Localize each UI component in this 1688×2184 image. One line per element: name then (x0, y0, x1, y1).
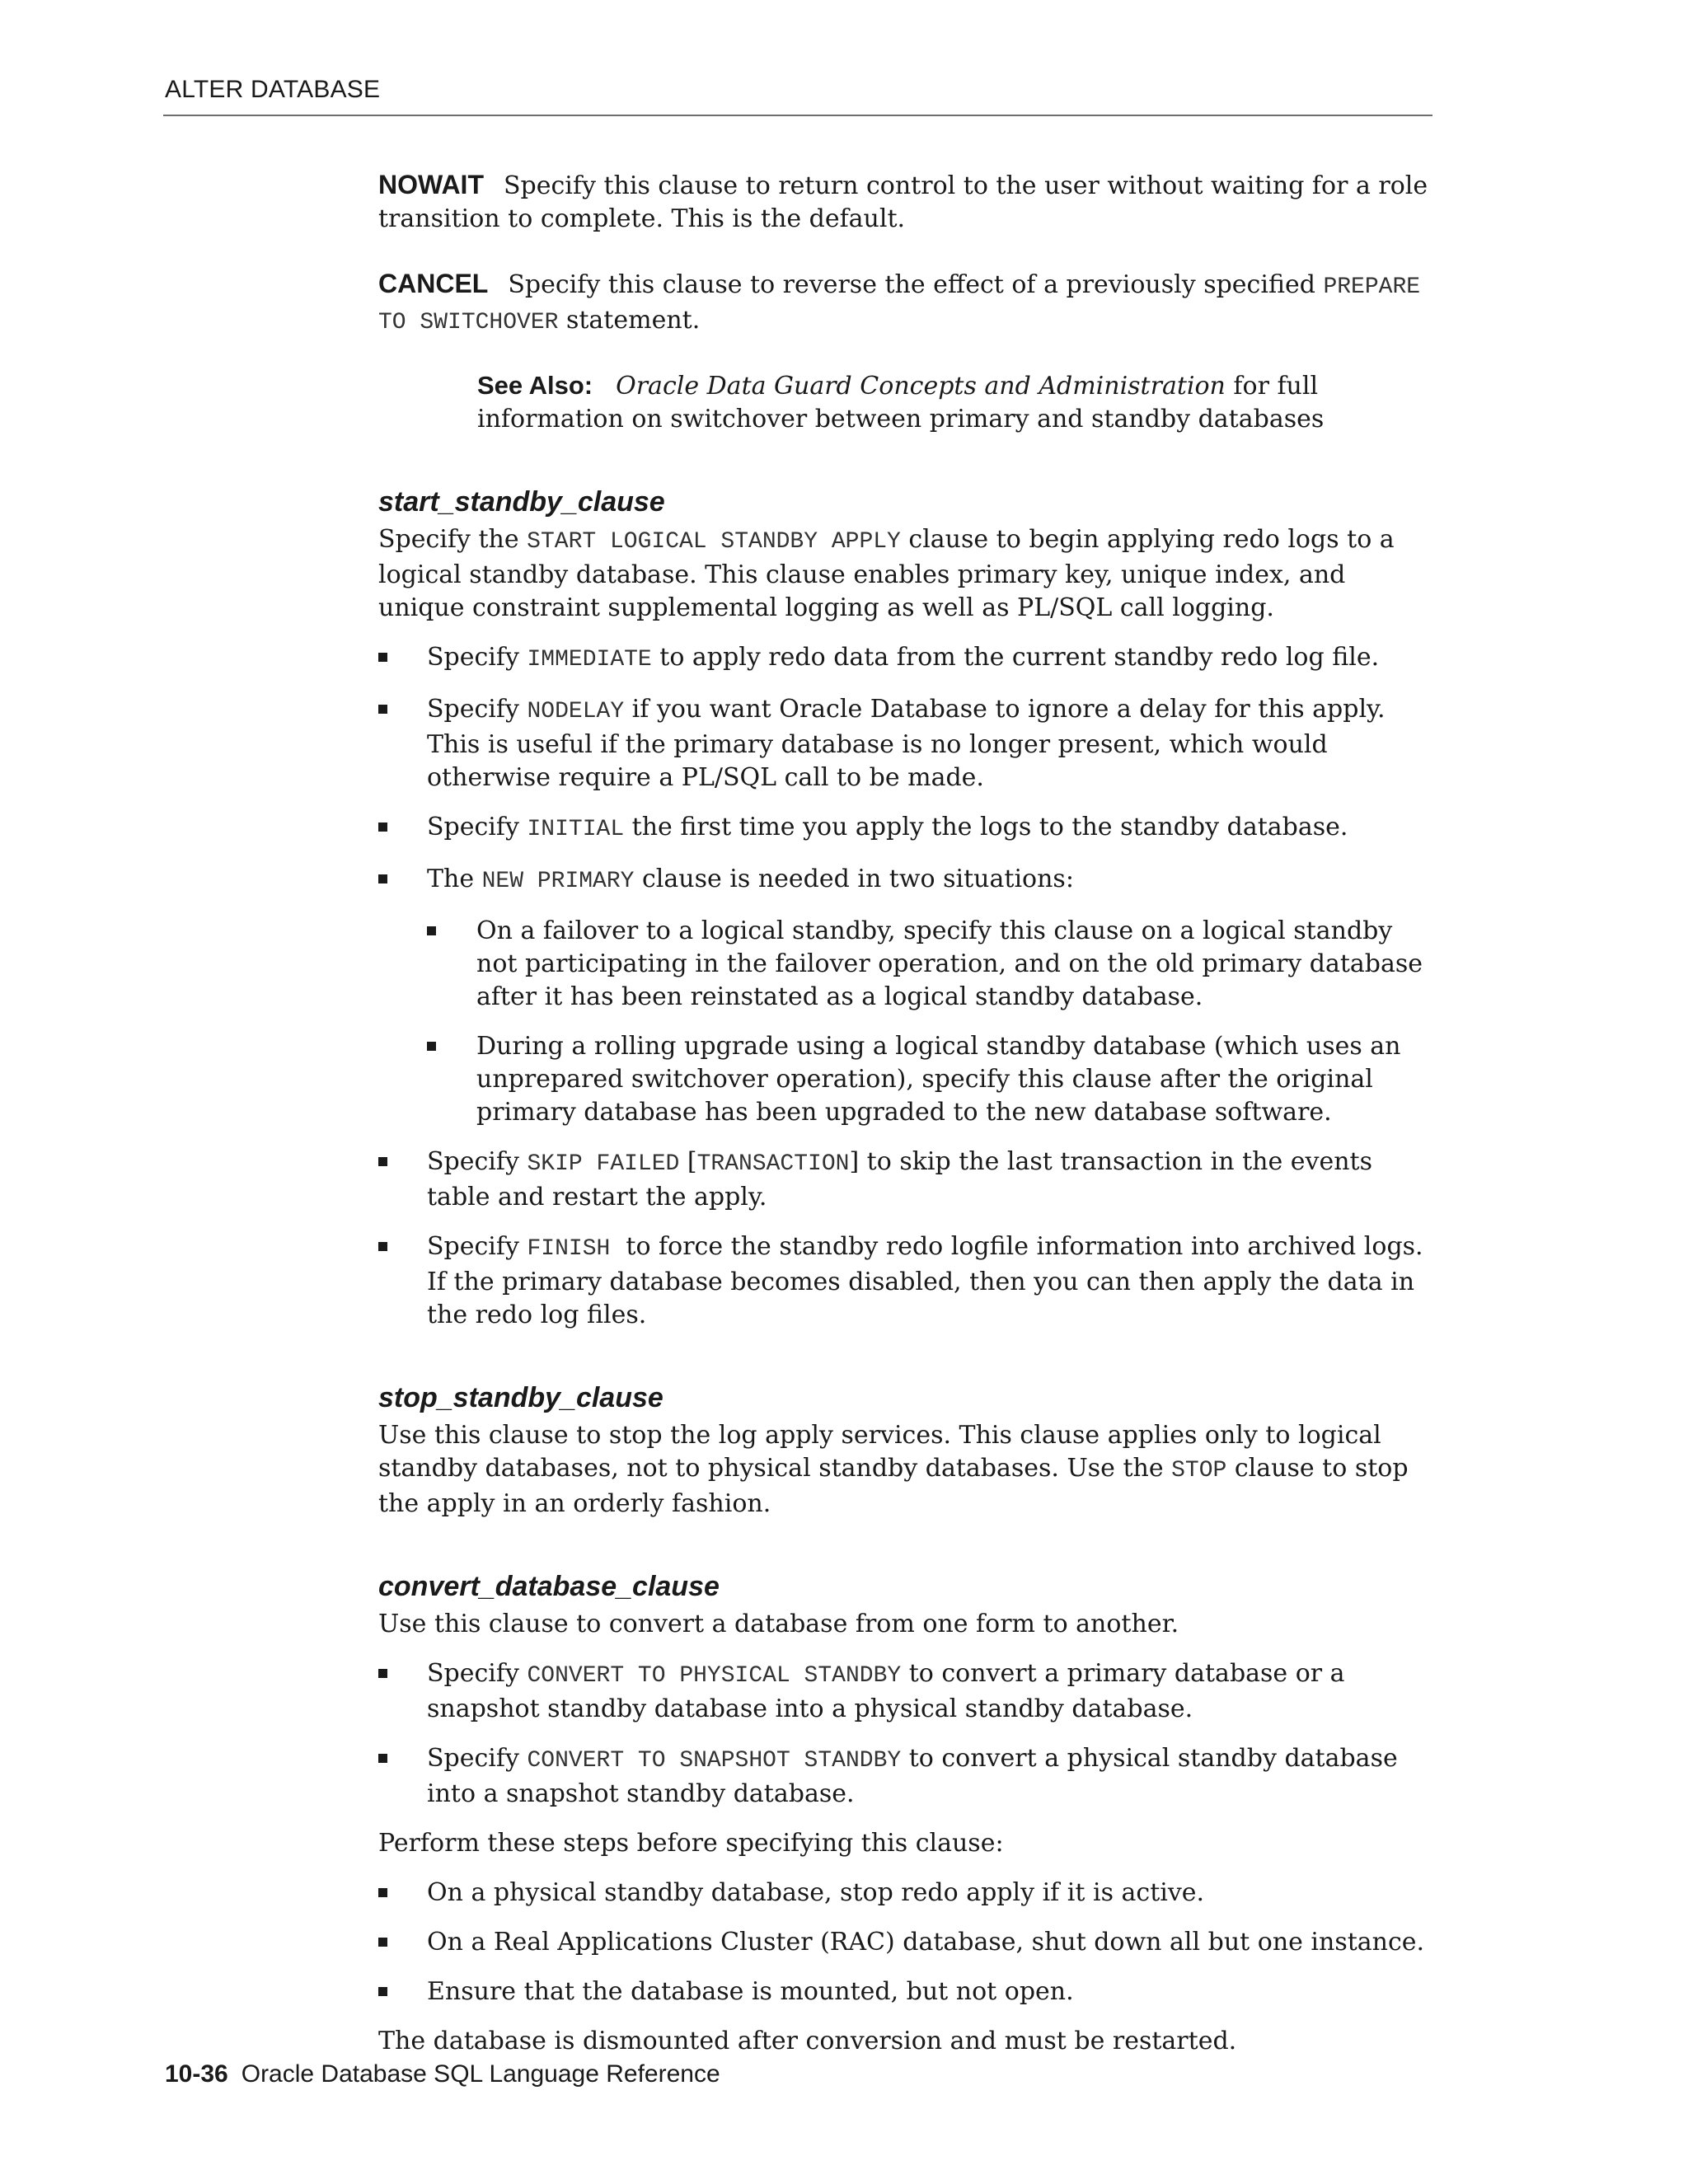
list-item-text: clause is needed in two situations: (634, 865, 1074, 893)
cancel-text-2: statement. (558, 306, 701, 335)
list-item-text: On a Real Applications Cluster (RAC) database, shut down all but one instance. (427, 1928, 1425, 1957)
see-also-book-title: Oracle Data Guard Concepts and Administration (616, 372, 1226, 401)
start-standby-list (378, 641, 1437, 1332)
stop-standby-text-2: clause to stop the apply in an orderly fashion. (378, 1454, 1409, 1518)
start-standby-intro-code: START LOGICAL STANDBY APPLY (527, 529, 901, 555)
bullet-icon (378, 823, 387, 832)
bullet-icon (378, 653, 387, 662)
start-standby-intro-text-1: Specify the (378, 525, 528, 554)
bullet-icon (378, 874, 387, 883)
bullet-icon (378, 1669, 387, 1678)
list-item-text: if you want Oracle Database to ignore a delay for this apply. This is useful if the primary database is no longer present, which would otherwise require a PL/SQL call to be made. (427, 695, 1386, 792)
list-item-text: Ensure that the database is mounted, but not open. (427, 1977, 1074, 2006)
list-item (378, 641, 1437, 677)
list-item-code: NEW PRIMARY (481, 869, 635, 894)
list-item-code: FINISH (527, 1236, 611, 1262)
convert-database-heading: convert_database_clause (378, 1571, 720, 1602)
stop-standby-code: STOP (1171, 1458, 1227, 1483)
sublist-item-text: On a failover to a logical standby, specify this clause on a logical standby not participating in the failover operation, and on the old primary database after it has been reinstated as a logical standby database. (476, 916, 1423, 1011)
list-item (378, 693, 1437, 794)
start-standby-heading: start_standby_clause (378, 486, 665, 518)
list-item-code: CONVERT TO SNAPSHOT STANDBY (527, 1748, 902, 1774)
cancel-code: PREPARE TO SWITCHOVER (378, 274, 1421, 335)
list-item-text: Specify (427, 695, 528, 724)
running-header: ALTER DATABASE (165, 76, 381, 103)
see-also-note (477, 369, 1437, 436)
list-item-text: Specify (427, 1659, 528, 1688)
see-also-text: for full information on switchover between primary and standby databases (477, 372, 1325, 434)
start-standby-intro-text-2: clause to begin applying redo logs to a logical standby database. This clause enables primary key, unique index, and unique constraint supplemental logging as well as PL/SQL call logging. (378, 525, 1395, 622)
list-item-code: IMMEDIATE (527, 647, 652, 673)
list-item (378, 1877, 1437, 1910)
book-title: Oracle Database SQL Language Reference (241, 2060, 720, 2088)
list-item (378, 863, 1437, 1129)
see-also-label: See Also: (477, 371, 593, 400)
bullet-icon (378, 1987, 387, 1996)
list-item-text: Specify (427, 643, 528, 672)
list-item-code: INITIAL (527, 817, 625, 842)
list-item-text: Specify (427, 813, 528, 841)
list-item (378, 811, 1437, 846)
list-item (378, 1742, 1437, 1811)
bullet-icon (378, 1242, 387, 1251)
bullet-icon (378, 1754, 387, 1763)
list-item (378, 1975, 1437, 2008)
start-standby-intro (378, 523, 1437, 625)
list-item-code: TRANSACTION (696, 1151, 850, 1177)
bullet-icon (378, 1888, 387, 1897)
list-item-text: [ (679, 1147, 697, 1176)
sublist-item (427, 1030, 1437, 1129)
bullet-icon (378, 705, 387, 714)
bullet-icon (427, 1042, 436, 1051)
header-rule (163, 115, 1432, 116)
stop-standby-heading: stop_standby_clause (378, 1382, 663, 1413)
list-item-code: NODELAY (527, 699, 625, 724)
page-footer (165, 2060, 720, 2088)
list-item-text: to force the standby redo logfile information into archived logs. If the primary database becomes disabled, then you can then apply the data in the redo log files. (427, 1232, 1432, 1329)
nowait-text: Specify this clause to return control to the user without waiting for a role transition to complete. This is the default. (378, 171, 1428, 233)
list-item-text: On a physical standby database, stop redo apply if it is active. (427, 1878, 1205, 1907)
list-item-text: Specify (427, 1147, 528, 1176)
list-item-code: SKIP FAILED (527, 1151, 680, 1177)
cancel-text-1: Specify this clause to reverse the effect of a previously specified (508, 270, 1324, 299)
cancel-term: CANCEL (378, 269, 489, 298)
list-item-code: CONVERT TO PHYSICAL STANDBY (527, 1663, 902, 1689)
closing-paragraph: The database is dismounted after conversion and must be restarted. (378, 2027, 1237, 2055)
new-primary-sublist (427, 915, 1437, 1129)
list-item (378, 1657, 1437, 1726)
list-item (378, 1926, 1437, 1959)
sublist-item-text: During a rolling upgrade using a logical standby database (which uses an unprepared switchover operation), specify this clause after the original primary database has been upgraded to the new database software. (476, 1032, 1401, 1127)
list-item (378, 1146, 1437, 1214)
bullet-icon (378, 1938, 387, 1947)
nowait-term: NOWAIT (378, 170, 484, 199)
stop-standby-paragraph (378, 1419, 1437, 1521)
list-item-text: to convert a primary database or a snapshot standby database into a physical standby database. (427, 1659, 1345, 1723)
nowait-paragraph (378, 168, 1437, 236)
list-item-text: to convert a physical standby database into a snapshot standby database. (427, 1744, 1398, 1808)
list-item-text: ] to skip the last transaction in the events table and restart the apply. (427, 1147, 1372, 1212)
sublist-item (427, 915, 1437, 1014)
page-number: 10-36 (165, 2060, 228, 2088)
list-item-text: the first time you apply the logs to the standby database. (624, 813, 1348, 841)
list-item-text: Specify (427, 1232, 528, 1261)
list-item-text: to apply redo data from the current standby redo log file. (651, 643, 1380, 672)
steps-list (378, 1877, 1437, 2008)
steps-intro: Perform these steps before specifying this clause: (378, 1829, 1004, 1858)
bullet-icon (427, 926, 436, 935)
list-item-text: Specify (427, 1744, 528, 1773)
convert-database-intro: Use this clause to convert a database from one form to another. (378, 1610, 1179, 1638)
convert-database-list (378, 1657, 1437, 1811)
list-item (378, 1230, 1437, 1332)
bullet-icon (378, 1157, 387, 1166)
cancel-paragraph (378, 267, 1437, 340)
list-item-text: The (427, 865, 482, 893)
page-body (378, 168, 1437, 2058)
stop-standby-text-1: Use this clause to stop the log apply services. This clause applies only to logical standby databases, not to physical standby databases. Use the (378, 1421, 1381, 1483)
